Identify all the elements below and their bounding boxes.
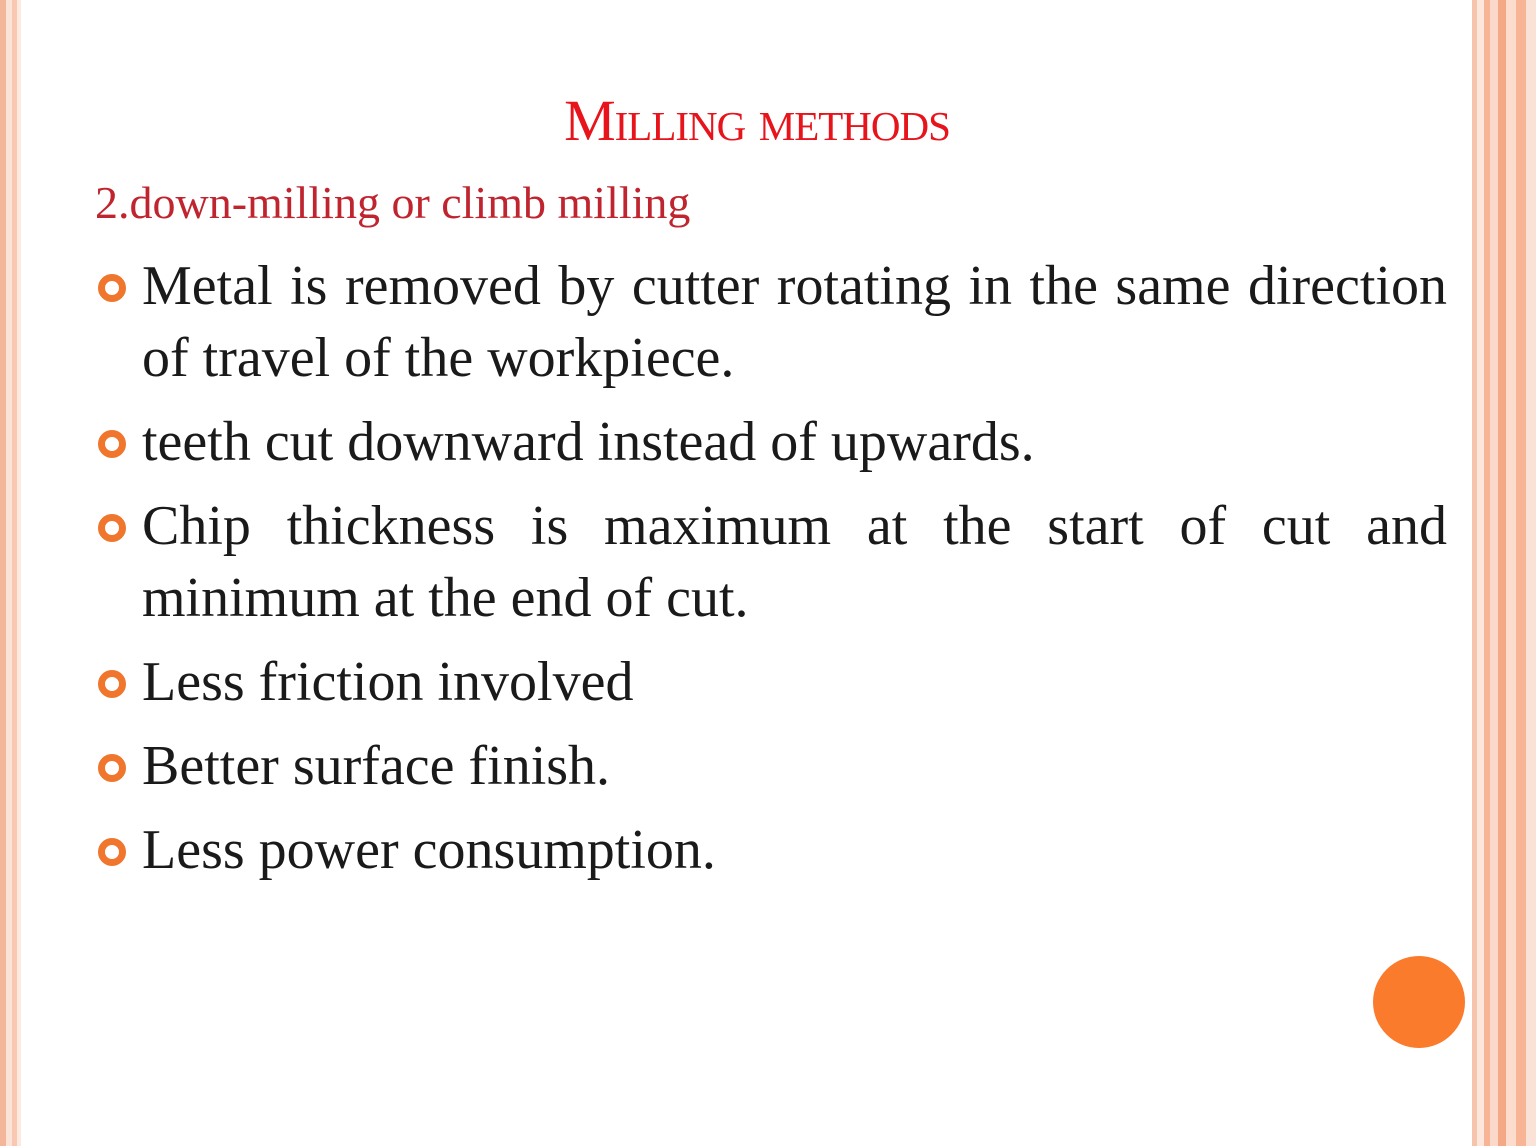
bullet-text: Less friction involved	[142, 651, 634, 713]
bullet-text: Metal is removed by cutter rotating in the same direction of travel of the workpiece.	[142, 255, 1447, 389]
bullet-item	[95, 406, 1447, 478]
slide-subtitle: 2.down-milling or climb milling	[95, 177, 691, 228]
bullet-item	[95, 730, 1447, 802]
bullet-text: teeth cut downward instead of upwards.	[142, 411, 1035, 473]
bullet-ring-icon	[98, 430, 126, 458]
bullet-item	[95, 646, 1447, 718]
right-border-decoration	[1472, 0, 1536, 1146]
bullet-text: Chip thickness is maximum at the start of cut and minimum at the end of cut.	[142, 495, 1447, 629]
orange-circle-decoration	[1373, 956, 1465, 1048]
bullet-item	[95, 490, 1447, 634]
left-border-decoration	[0, 0, 24, 1146]
bullet-text: Better surface finish.	[142, 735, 611, 797]
bullet-ring-icon	[98, 274, 126, 302]
bullet-ring-icon	[98, 514, 126, 542]
bullet-ring-icon	[98, 838, 126, 866]
bullet-item	[95, 250, 1447, 394]
bullet-ring-icon	[98, 754, 126, 782]
bullet-text: Less power consumption.	[142, 819, 716, 881]
bullet-ring-icon	[98, 670, 126, 698]
bullet-item	[95, 814, 1447, 886]
slide-title: Milling methods	[564, 88, 950, 153]
bullet-list	[95, 250, 1447, 898]
